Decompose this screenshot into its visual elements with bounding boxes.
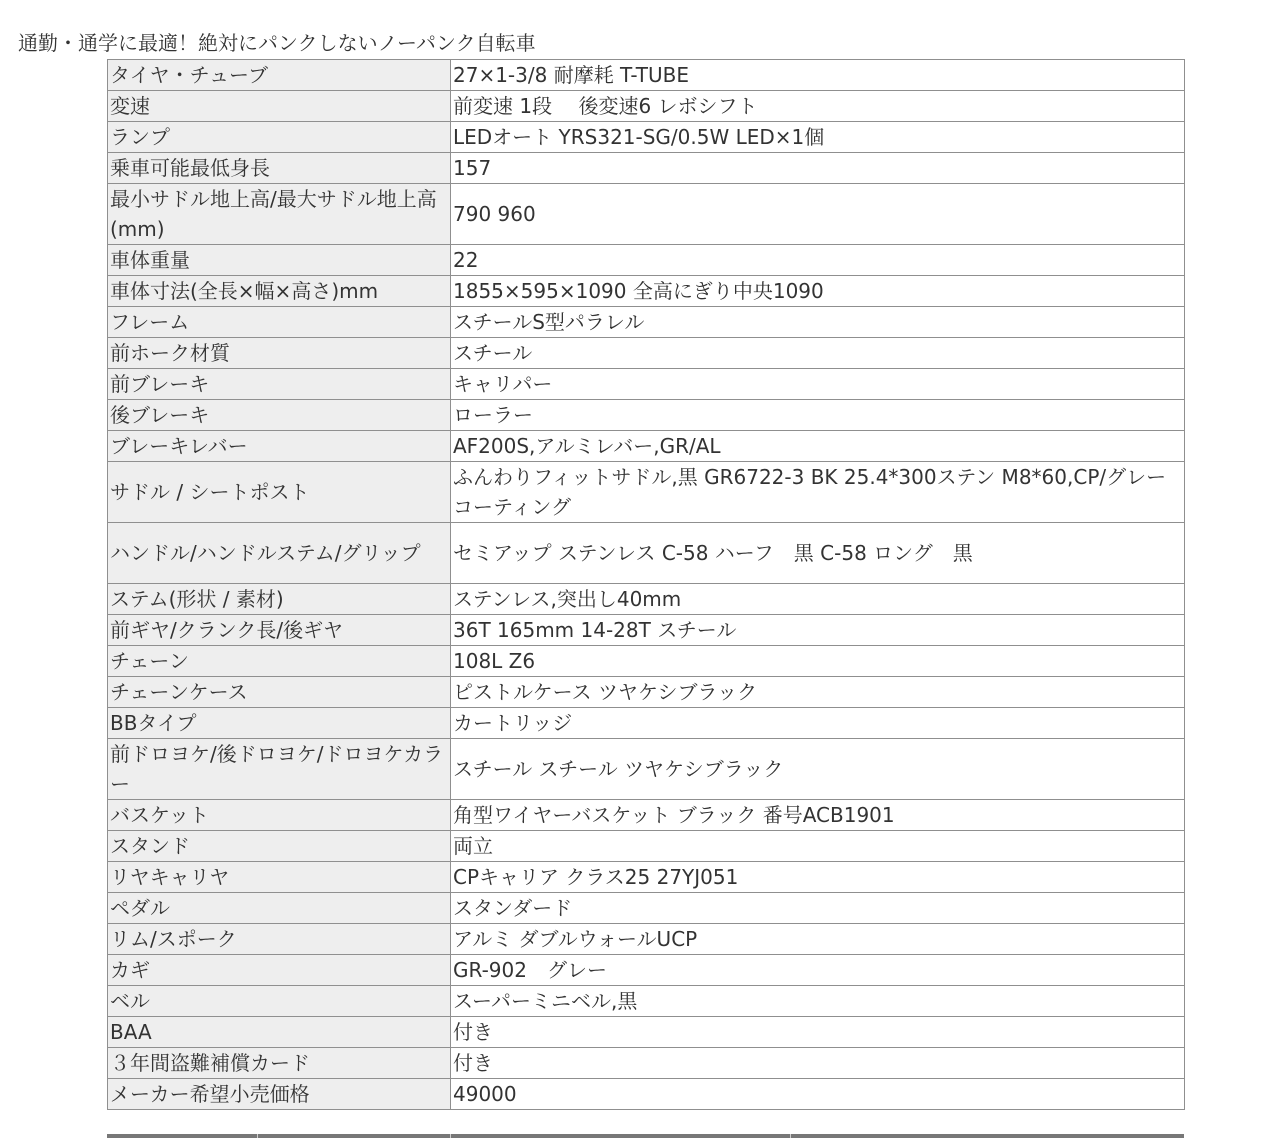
spec-label-rim: リム/スポーク (108, 924, 451, 955)
spec-value-chain-case: ピストルケース ツヤケシブラック (451, 677, 1185, 708)
spec-value-stem: ステンレス,突出し40mm (451, 584, 1185, 615)
spec-value-theft-card: 付き (451, 1048, 1185, 1079)
table-row (108, 955, 1185, 986)
spec-value-bb-type: カートリッジ (451, 708, 1185, 739)
spec-label-stem: ステム(形状 / 素材) (108, 584, 451, 615)
table-row (108, 986, 1185, 1017)
table-row (108, 615, 1185, 646)
spec-label-gears: 前ギヤ/クランク長/後ギヤ (108, 615, 451, 646)
spec-value-pedal: スタンダード (451, 893, 1185, 924)
spec-value-rim: アルミ ダブルウォールUCP (451, 924, 1185, 955)
spec-value-min-height: 157 (451, 153, 1185, 184)
table-row (108, 924, 1185, 955)
spec-label-saddle-height: 最小サドル地上高/最大サドル地上高(mm) (108, 184, 451, 245)
table-row (108, 893, 1185, 924)
spec-label-price: メーカー希望小売価格 (108, 1079, 451, 1110)
spec-label-bb-type: BBタイプ (108, 708, 451, 739)
spec-label-frame: フレーム (108, 307, 451, 338)
spec-label-rear-carrier: リヤキャリヤ (108, 862, 451, 893)
spec-table (107, 59, 1185, 1110)
table-row (108, 739, 1185, 800)
spec-label-chain: チェーン (108, 646, 451, 677)
spec-value-dimensions: 1855×595×1090 全高にぎり中央1090 (451, 276, 1185, 307)
rule-divider (450, 1134, 451, 1138)
spec-label-handle: ハンドル/ハンドルステム/グリップ (108, 523, 451, 584)
table-row (108, 584, 1185, 615)
table-row (108, 1017, 1185, 1048)
spec-label-theft-card: ３年間盗難補償カード (108, 1048, 451, 1079)
spec-label-chain-case: チェーンケース (108, 677, 451, 708)
spec-label-stand: スタンド (108, 831, 451, 862)
table-row (108, 646, 1185, 677)
table-row (108, 91, 1185, 122)
spec-label-brake-lever: ブレーキレバー (108, 431, 451, 462)
table-row (108, 708, 1185, 739)
table-row (108, 523, 1185, 584)
spec-label-fenders: 前ドロヨケ/後ドロヨケ/ドロヨケカラー (108, 739, 451, 800)
table-row (108, 153, 1185, 184)
table-row (108, 831, 1185, 862)
table-row (108, 1079, 1185, 1110)
table-row (108, 862, 1185, 893)
page-heading: 通勤・通学に最適！絶対にパンクしないノーパンク自転車 (18, 31, 536, 55)
spec-value-price: 49000 (451, 1079, 1185, 1110)
spec-value-brake-lever: AF200S,アルミレバー,GR/AL (451, 431, 1185, 462)
spec-label-tire: タイヤ・チューブ (108, 60, 451, 91)
table-row (108, 677, 1185, 708)
spec-label-lamp: ランプ (108, 122, 451, 153)
table-row (108, 245, 1185, 276)
spec-value-bell: スーパーミニベル,黒 (451, 986, 1185, 1017)
table-row (108, 60, 1185, 91)
spec-label-min-height: 乗車可能最低身長 (108, 153, 451, 184)
spec-value-rear-brake: ローラー (451, 400, 1185, 431)
spec-value-handle: セミアップ ステンレス C-58 ハーフ 黒 C-58 ロング 黒 (451, 523, 1185, 584)
table-row (108, 307, 1185, 338)
spec-value-tire: 27×1-3/8 耐摩耗 T-TUBE (451, 60, 1185, 91)
spec-value-gears: 36T 165mm 14-28T スチール (451, 615, 1185, 646)
spec-value-frame: スチールS型パラレル (451, 307, 1185, 338)
spec-label-pedal: ペダル (108, 893, 451, 924)
table-row (108, 369, 1185, 400)
spec-value-chain: 108L Z6 (451, 646, 1185, 677)
spec-label-gearing: 変速 (108, 91, 451, 122)
spec-label-fork: 前ホーク材質 (108, 338, 451, 369)
spec-label-bell: ベル (108, 986, 451, 1017)
spec-value-fenders: スチール スチール ツヤケシブラック (451, 739, 1185, 800)
table-row (108, 122, 1185, 153)
spec-label-lock: カギ (108, 955, 451, 986)
spec-value-basket: 角型ワイヤーバスケット ブラック 番号ACB1901 (451, 800, 1185, 831)
spec-label-dimensions: 車体寸法(全長×幅×高さ)mm (108, 276, 451, 307)
table-row (108, 800, 1185, 831)
spec-value-saddle: ふんわりフィットサドル,黒 GR6722-3 BK 25.4*300ステン M8*60,CP/グレーコーティング (451, 462, 1185, 523)
spec-value-stand: 両立 (451, 831, 1185, 862)
table-bottom-rule (107, 1134, 1184, 1138)
spec-value-baa: 付き (451, 1017, 1185, 1048)
table-row (108, 1048, 1185, 1079)
spec-value-saddle-height: 790 960 (451, 184, 1185, 245)
spec-value-lamp: LEDオート YRS321-SG/0.5W LED×1個 (451, 122, 1185, 153)
spec-label-baa: BAA (108, 1017, 451, 1048)
spec-value-fork: スチール (451, 338, 1185, 369)
table-row (108, 462, 1185, 523)
spec-value-rear-carrier: CPキャリア クラス25 27YJ051 (451, 862, 1185, 893)
table-row (108, 338, 1185, 369)
spec-value-front-brake: キャリパー (451, 369, 1185, 400)
rule-divider (790, 1134, 791, 1138)
spec-value-lock: GR-902 グレー (451, 955, 1185, 986)
spec-label-rear-brake: 後ブレーキ (108, 400, 451, 431)
table-row (108, 431, 1185, 462)
table-row (108, 276, 1185, 307)
spec-label-basket: バスケット (108, 800, 451, 831)
spec-label-front-brake: 前ブレーキ (108, 369, 451, 400)
spec-value-weight: 22 (451, 245, 1185, 276)
rule-divider (257, 1134, 258, 1138)
table-row (108, 400, 1185, 431)
table-row (108, 184, 1185, 245)
spec-label-weight: 車体重量 (108, 245, 451, 276)
spec-value-gearing: 前変速 1段 後変速6 レボシフト (451, 91, 1185, 122)
spec-label-saddle: サドル / シートポスト (108, 462, 451, 523)
